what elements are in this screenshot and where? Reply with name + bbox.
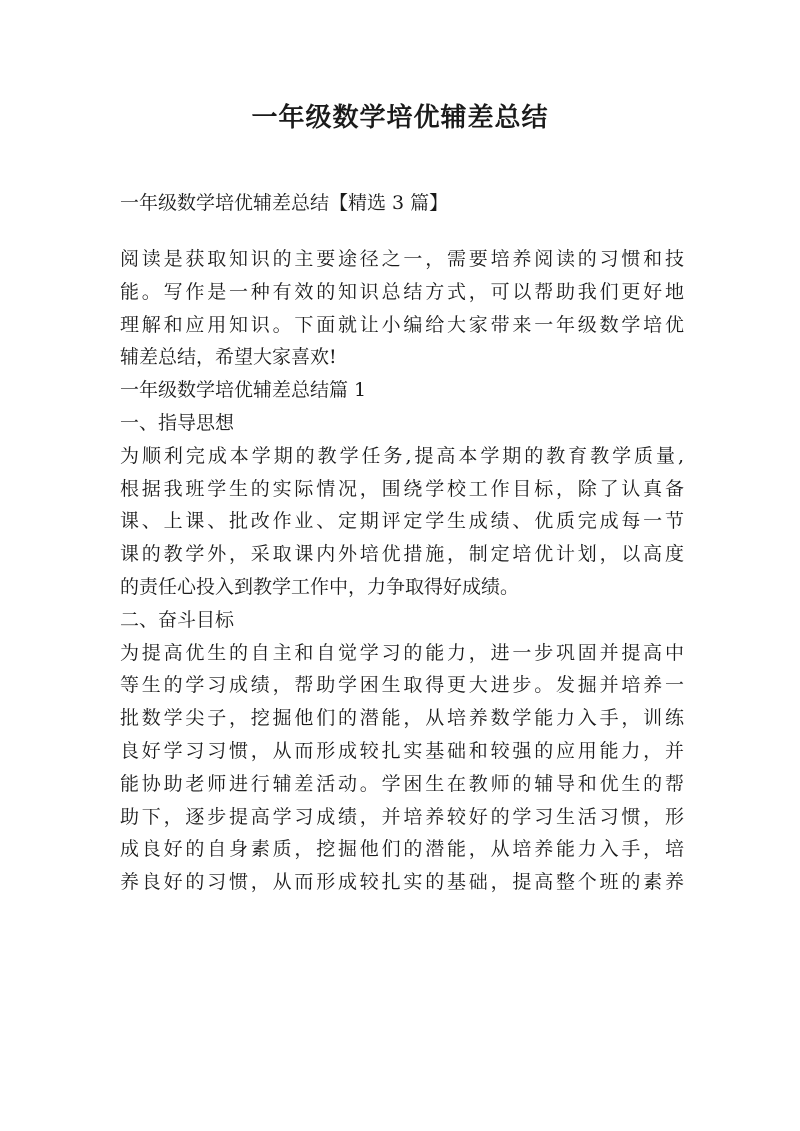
- body-line: 阅读是获取知识的主要途径之一，需要培养阅读的习惯和技: [120, 248, 684, 270]
- document-title: 一年级数学培优辅差总结: [251, 103, 549, 133]
- body-line: 理解和应用知识。下面就让小编给大家带来一年级数学培优: [120, 313, 684, 336]
- body-line: 良好学习习惯，从而形成较扎实基础和较强的应用能力，并: [120, 739, 684, 762]
- body-line: 为提高优生的自主和自觉学习的能力，进一步巩固并提高中: [120, 641, 684, 664]
- body-line: 一年级数学培优辅差总结篇 1: [120, 379, 367, 402]
- body-line: 成良好的自身素质，挖掘他们的潜能，从培养能力入手，培: [120, 838, 684, 861]
- body-line: 二、奋斗目标: [120, 608, 235, 631]
- body-line: 课、上课、批改作业、定期评定学生成绩、优质完成每一节: [120, 510, 684, 533]
- body-line: 辅差总结，希望大家喜欢!: [120, 346, 337, 369]
- body-line: 批数学尖子，挖掘他们的潜能，从培养数学能力入手，训练: [120, 707, 684, 730]
- body-line: 能。写作是一种有效的知识总结方式，可以帮助我们更好地: [120, 280, 684, 303]
- body-line: 能协助老师进行辅差活动。学困生在教师的辅导和优生的帮: [120, 772, 684, 795]
- body-line: 根据我班学生的实际情况，围绕学校工作目标，除了认真备: [120, 477, 684, 500]
- document-body: [120, 243, 684, 899]
- body-line: 助下，逐步提高学习成绩，并培养较好的学习生活习惯，形: [120, 805, 684, 828]
- document-subtitle: 一年级数学培优辅差总结【精选 3 篇】: [120, 192, 449, 214]
- body-line: 一、指导思想: [120, 411, 235, 434]
- body-line: 课的教学外，采取课内外培优措施，制定培优计划，以高度: [120, 543, 684, 566]
- body-line: 为顺利完成本学期的教学任务,提高本学期的教育教学质量,: [120, 444, 684, 467]
- body-line: 养良好的习惯，从而形成较扎实的基础，提高整个班的素养: [120, 871, 684, 894]
- body-line: 的责任心投入到教学工作中，力争取得好成绩。: [120, 575, 520, 598]
- body-line: 等生的学习成绩，帮助学困生取得更大进步。发掘并培养一: [120, 674, 684, 697]
